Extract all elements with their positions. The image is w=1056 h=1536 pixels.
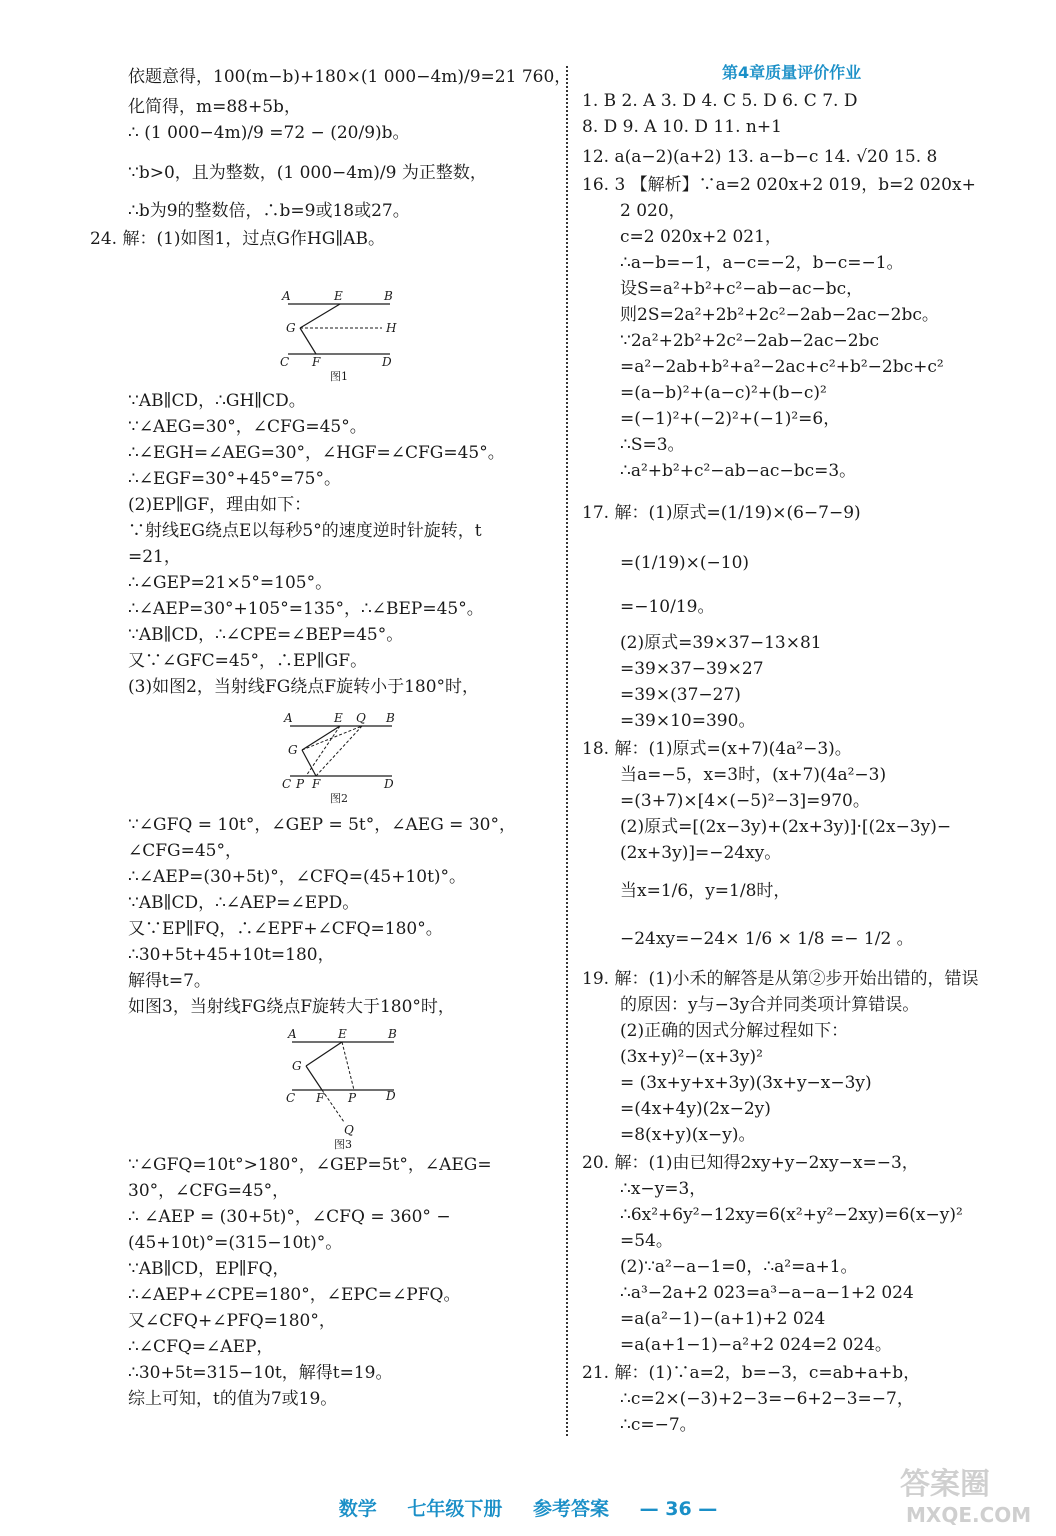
left-text-line: ∵AB∥CD，∴∠CPE=∠BEP=45°。 (128, 625, 404, 645)
left-text-line: ∴∠AEP=30°+105°=135°，∴∠BEP=45°。 (128, 599, 484, 619)
fig2-label-a: A (284, 712, 293, 725)
right-text-line: =39×37−39×27 (620, 659, 764, 679)
left-text-line: ∴ (1 000−4m)/9 =72 − (20/9)b。 (128, 123, 410, 143)
left-text-line: (45+10t)°=(315−10t)°。 (128, 1233, 343, 1253)
right-text-line: 2 020， (620, 201, 686, 221)
fig1-label-d: D (382, 355, 392, 369)
fig2-label-d: D (384, 777, 394, 791)
fig1-label-a: A (282, 290, 291, 303)
right-text-line: ∴S=3。 (620, 435, 685, 455)
right-text-line: 则2S=2a²+2b²+2c²−2ab−2ac−2bc。 (620, 305, 939, 325)
right-text-line: ∴6x²+6y²−12xy=6(x²+y²−2xy)=6(x−y)² (620, 1205, 963, 1225)
left-text-line: 30°，∠CFG=45°， (128, 1181, 290, 1201)
right-text-line: 19. 解：(1)小禾的解答是从第②步开始出错的，错误 (582, 969, 979, 989)
left-text-line: ∵射线EG绕点E以每秒5°的速度逆时针旋转，t (128, 521, 482, 541)
left-text-line: ∴∠CFQ=∠AEP， (128, 1337, 274, 1357)
watermark-domain: MXQE.COM (906, 1503, 1032, 1527)
right-text-line: ∴a³−2a+2 023=a³−a−a−1+2 024 (620, 1283, 914, 1303)
left-text-line: 解得t=7。 (128, 971, 211, 991)
right-text-line: = (3x+y+x+3y)(3x+y−x−3y) (620, 1073, 872, 1093)
footer-answers: 参考答案 (532, 1498, 609, 1520)
left-text-line: (2)EP∥GF，理由如下： (128, 495, 312, 515)
fig3-label-e: E (338, 1027, 347, 1041)
right-text-line: =(4x+4y)(2x−2y) (620, 1099, 771, 1119)
left-text-line: 化简得，m=88+5b， (128, 97, 301, 117)
left-text-line: ∵b>0，且为整数，(1 000−4m)/9 为正整数， (128, 163, 487, 183)
right-text-line: ∴c=2×(−3)+2−3=−6+2−3=−7， (620, 1389, 914, 1409)
right-text-line: ∴c=−7。 (620, 1415, 697, 1435)
right-text-line: ∴a−b=−1，a−c=−2，b−c=−1。 (620, 253, 904, 273)
left-text-line: ∴∠AEP+∠CPE=180°，∠EPC=∠PFQ。 (128, 1285, 461, 1305)
left-text-line: 综上可知，t的值为7或19。 (128, 1389, 338, 1409)
right-text-line: 当a=−5，x=3时，(x+7)(4a²−3) (620, 765, 887, 785)
fig3-label-g: G (292, 1059, 302, 1073)
fig1-label-c: C (280, 355, 290, 369)
right-text-line: =8(x+y)(x−y)。 (620, 1125, 756, 1145)
left-text-line: ∵∠GFQ=10t°>180°，∠GEP=5t°，∠AEG= (128, 1155, 492, 1175)
right-text-line: (2)原式=39×37−13×81 (620, 633, 822, 653)
right-text-line: 18. 解：(1)原式=(x+7)(4a²−3)。 (582, 739, 852, 759)
left-text-line: (3)如图2，当射线FG绕点F旋转小于180°时， (128, 677, 480, 697)
right-text-line: 8. D 9. A 10. D 11. n+1 (582, 117, 782, 137)
right-text-line: 1. B 2. A 3. D 4. C 5. D 6. C 7. D (582, 91, 858, 111)
fig3-label-f: F (316, 1091, 325, 1105)
right-text-line: =(−1)²+(−2)²+(−1)²=6， (620, 409, 841, 429)
left-text-line: 依题意得，100(m−b)+180×(1 000−4m)/9=21 760， (128, 67, 572, 87)
fig3-label-q: Q (344, 1123, 354, 1137)
fig2-label-e: E (334, 712, 343, 725)
right-text-line: 16. 3 【解析】∵a=2 020x+2 019，b=2 020x+ (582, 175, 976, 195)
fig3-label-b: B (388, 1027, 397, 1041)
footer-grade: 七年级下册 (407, 1498, 503, 1520)
left-text-line: ∴b为9的整数倍，∴b=9或18或27。 (128, 201, 410, 221)
right-text-line: 当x=1/6，y=1/8时， (620, 881, 791, 901)
fig2-label-c: C (282, 777, 292, 791)
left-text-line: ∵AB∥CD，EP∥FQ， (128, 1259, 290, 1279)
left-text-line: 又∵EP∥FQ，∴∠EPF+∠CFQ=180°。 (128, 919, 443, 939)
column-divider (566, 66, 568, 1436)
right-text-line: =39×10=390。 (620, 711, 756, 731)
right-text-line: −24xy=−24× 1/6 × 1/8 =− 1/2 。 (620, 929, 914, 949)
fig3-label-p: P (348, 1091, 357, 1105)
right-text-line: 17. 解：(1)原式=(1/19)×(6−7−9) (582, 503, 861, 523)
fig2-label-b: B (386, 712, 395, 725)
left-text-line: ∴∠GEP=21×5°=105°。 (128, 573, 333, 593)
fig1-label-e: E (334, 290, 343, 303)
right-text-line: =−10/19。 (620, 597, 715, 617)
right-text-line: ∴a²+b²+c²−ab−ac−bc=3。 (620, 461, 857, 481)
right-text-line: 21. 解：(1)∵a=2，b=−3，c=ab+a+b， (582, 1363, 921, 1383)
right-text-line: ∵2a²+2b²+2c²−2ab−2ac−2bc (620, 331, 879, 351)
right-text-line: ∴x−y=3， (620, 1179, 707, 1199)
figure-2 (280, 712, 410, 804)
fig3-caption: 图3 (334, 1138, 352, 1150)
left-text-line: =21， (128, 547, 181, 567)
left-text-line: 如图3，当射线FG绕点F旋转大于180°时， (128, 997, 455, 1017)
left-text-line: ∴30+5t+45+10t=180， (128, 945, 335, 965)
left-text-line: ∵∠GFQ = 10t°，∠GEP = 5t°，∠AEG = 30°， (128, 815, 516, 835)
watermark-text: 答案圈 (900, 1467, 990, 1502)
right-text-line: 设S=a²+b²+c²−ab−ac−bc， (620, 279, 864, 299)
fig2-caption: 图2 (330, 792, 348, 804)
section-title: 第4章质量评价作业 (722, 63, 862, 82)
right-text-line: 的原因：y与−3y合并同类项计算错误。 (620, 995, 920, 1015)
right-text-line: =a(a²−1)−(a+1)+2 024 (620, 1309, 826, 1329)
left-text-line: ∴∠EGF=30°+45°=75°。 (128, 469, 341, 489)
left-text-line: ∵∠AEG=30°，∠CFG=45°。 (128, 417, 367, 437)
figure-3 (282, 1024, 412, 1150)
left-text-line: ∵AB∥CD，∴∠AEP=∠EPD。 (128, 893, 360, 913)
right-text-line: (2)∵a²−a−1=0，∴a²=a+1。 (620, 1257, 858, 1277)
fig3-label-d: D (386, 1089, 396, 1103)
fig1-caption: 图1 (330, 370, 348, 382)
right-text-line: =a²−2ab+b²+a²−2ac+c²+b²−2bc+c² (620, 357, 944, 377)
right-text-line: =a(a+1−1)−a²+2 024=2 024。 (620, 1335, 892, 1355)
fig2-label-g: G (288, 743, 298, 757)
right-text-line: c=2 020x+2 021， (620, 227, 782, 247)
left-text-line: 又∠CFQ+∠PFQ=180°， (128, 1311, 336, 1331)
figure-1 (278, 290, 408, 382)
left-text-line: 24. 解：(1)如图1，过点G作HG∥AB。 (90, 229, 385, 249)
right-text-line: 20. 解：(1)由已知得2xy+y−2xy−x=−3， (582, 1153, 919, 1173)
right-text-line: (2)正确的因式分解过程如下： (620, 1021, 849, 1041)
left-text-line: 又∵∠GFC=45°，∴EP∥GF。 (128, 651, 368, 671)
right-text-line: =(1/19)×(−10) (620, 553, 750, 573)
right-text-line: =(a−b)²+(a−c)²+(b−c)² (620, 383, 827, 403)
fig3-label-a: A (288, 1027, 297, 1041)
right-text-line: =39×(37−27) (620, 685, 741, 705)
footer-subject: 数学 (338, 1498, 377, 1520)
right-text-line: (2)原式=[(2x−3y)+(2x+3y)]·[(2x−3y)− (620, 817, 952, 837)
right-text-line: (2x+3y)]=−24xy。 (620, 843, 782, 863)
fig1-label-b: B (384, 290, 393, 303)
fig1-label-g: G (286, 321, 296, 335)
footer-page-number: — 36 — (639, 1498, 718, 1520)
fig3-label-c: C (286, 1091, 296, 1105)
right-text-line: (3x+y)²−(x+3y)² (620, 1047, 763, 1067)
watermark-logo (892, 1458, 1042, 1528)
left-text-line: ∠CFG=45°， (128, 841, 243, 861)
fig2-label-p: P (296, 777, 305, 791)
left-text-line: ∴∠AEP=(30+5t)°，∠CFQ=(45+10t)°。 (128, 867, 467, 887)
right-text-line: =54。 (620, 1231, 673, 1251)
fig1-label-h: H (386, 321, 397, 335)
right-text-line: =(3+7)×[4×(−5)²−3]=970。 (620, 791, 870, 811)
fig2-label-f: F (312, 777, 321, 791)
fig2-label-q: Q (356, 712, 366, 725)
fig1-label-f: F (312, 355, 321, 369)
left-text-line: ∴ ∠AEP = (30+5t)°，∠CFQ = 360° − (128, 1207, 451, 1227)
right-text-line: 12. a(a−2)(a+2) 13. a−b−c 14. √20 15. 8 (582, 147, 938, 167)
left-text-line: ∵AB∥CD，∴GH∥CD。 (128, 391, 306, 411)
left-text-line: ∴30+5t=315−10t，解得t=19。 (128, 1363, 393, 1383)
left-text-line: ∴∠EGH=∠AEG=30°，∠HGF=∠CFG=45°。 (128, 443, 505, 463)
